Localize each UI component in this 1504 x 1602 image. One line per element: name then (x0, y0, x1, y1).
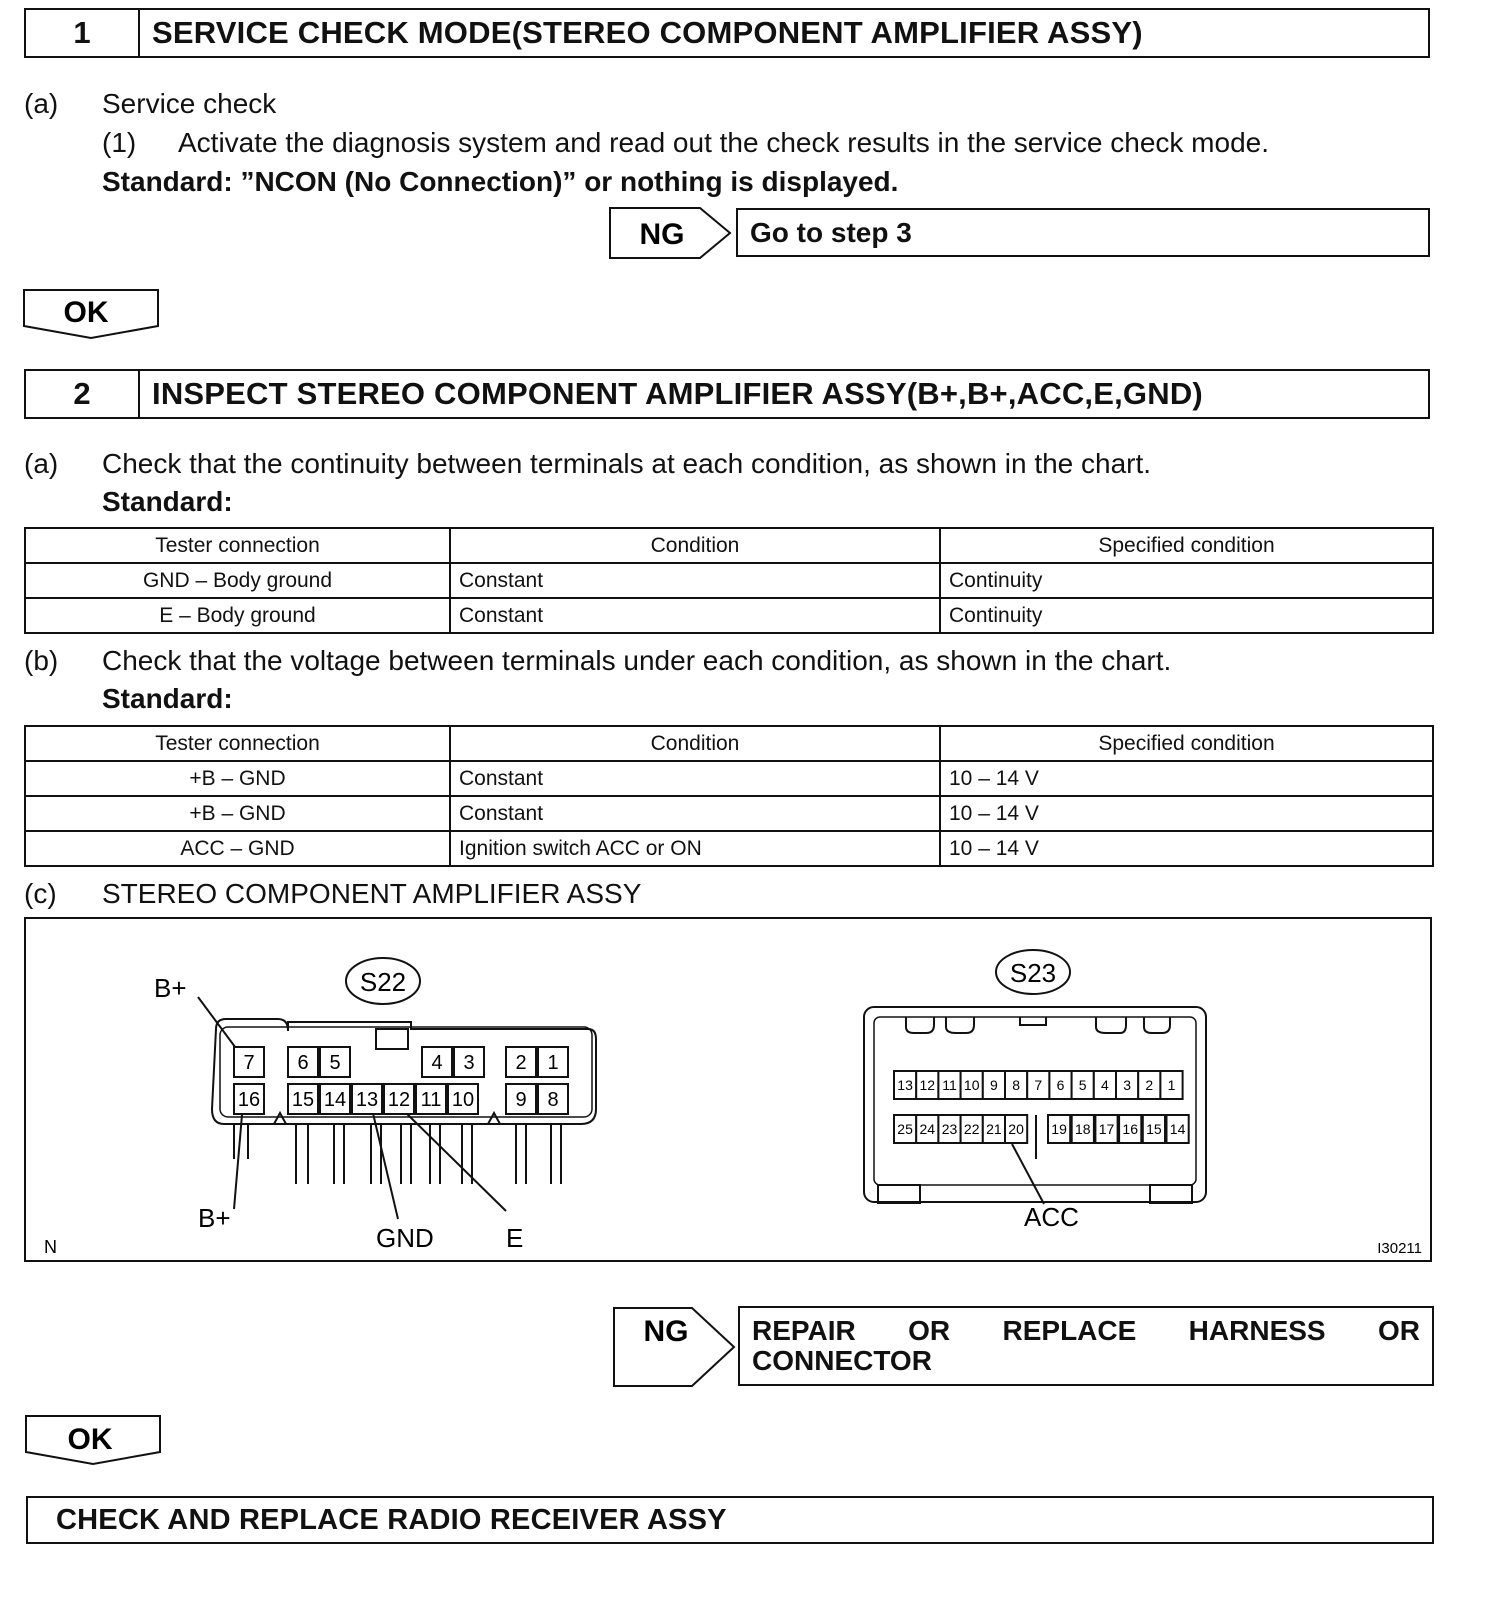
table-cell: E – Body ground (25, 598, 450, 633)
step2-ng-label: NG (643, 1315, 689, 1348)
connector-pin-number: 7 (243, 1052, 255, 1075)
table-row (25, 831, 1433, 866)
connector-pin-number: 15 (1146, 1121, 1162, 1138)
connector-pin-number: 12 (387, 1089, 411, 1112)
step1-ok-label: OK (63, 296, 109, 329)
connector-pin-number: 21 (986, 1121, 1002, 1138)
connector-pin-number: 9 (515, 1089, 527, 1112)
step1-header (24, 8, 1430, 58)
table-cell: Constant (450, 796, 940, 831)
step2-c-letter: (c) (24, 878, 57, 909)
step1-a-text: Service check (102, 88, 277, 119)
step2-ng-result (738, 1306, 1434, 1386)
table-header-row (25, 528, 1433, 563)
label-e: E (506, 1223, 524, 1253)
connector-pin-number: 23 (941, 1121, 958, 1138)
figure-id: I30211 (1377, 1240, 1422, 1257)
table-cell: GND – Body ground (25, 563, 450, 598)
step2-a-letter: (a) (24, 448, 59, 479)
step1-a-letter: (a) (24, 88, 59, 119)
step2-a-text: Check that the continuity between terminals at each condition, as shown in the chart. (102, 448, 1152, 479)
connector-pin-number: 13 (897, 1077, 913, 1094)
step2-header (24, 369, 1430, 419)
connector-pin-number: 5 (1078, 1077, 1087, 1094)
table-cell: ACC – GND (25, 831, 450, 866)
step1-ok-arrow (22, 288, 160, 340)
connector-pin-number: 8 (547, 1089, 559, 1112)
step2-b-letter: (b) (24, 645, 59, 676)
connector-pin-number: 4 (1101, 1077, 1109, 1094)
table-cell: +B – GND (25, 796, 450, 831)
connector-pin-number: 1 (547, 1052, 559, 1075)
continuity-table (24, 527, 1434, 634)
step1-title: SERVICE CHECK MODE(STEREO COMPONENT AMPLIFIER ASSY) (152, 15, 1143, 50)
connector-pin-number: 10 (451, 1089, 475, 1112)
connector-pin-number: 14 (1169, 1121, 1186, 1138)
final-step-header (26, 1496, 1434, 1544)
label-bplus-bottom: B+ (198, 1203, 231, 1233)
table-header: Condition (450, 528, 940, 563)
table-header: Specified condition (940, 726, 1433, 761)
table-cell: Continuity (940, 598, 1433, 633)
table-cell: +B – GND (25, 761, 450, 796)
connector-figure (24, 917, 1432, 1262)
figure-corner-n: N (44, 1237, 57, 1257)
step2-b-text: Check that the voltage between terminals under each condition, as shown in the chart. (102, 645, 1172, 676)
table-row (25, 796, 1433, 831)
connector-pin-number: 6 (1056, 1077, 1065, 1094)
table-header: Specified condition (940, 528, 1433, 563)
s23-label: S23 (1009, 958, 1057, 988)
label-bplus-top: B+ (154, 973, 187, 1003)
step1-ng-result: Go to step 3 (736, 208, 1430, 257)
connector-diagram (26, 919, 1430, 1260)
step2-ok-label: OK (67, 1423, 113, 1456)
connector-pin-number: 3 (463, 1052, 475, 1075)
step2-ng-result-text: REPAIR OR REPLACE HARNESS OR CONNECTOR (752, 1315, 1420, 1376)
step2-ok-arrow (24, 1414, 162, 1466)
table-header: Tester connection (25, 726, 450, 761)
connector-pin-number: 22 (963, 1121, 980, 1138)
table-cell: Constant (450, 598, 940, 633)
connector-pin-number: 14 (323, 1089, 347, 1112)
step2-c-text: STEREO COMPONENT AMPLIFIER ASSY (102, 878, 642, 909)
connector-pin-number: 6 (297, 1052, 309, 1075)
table-cell: 10 – 14 V (940, 831, 1433, 866)
step1-ng-arrow (608, 206, 734, 260)
table-cell: Constant (450, 761, 940, 796)
step1-sub1-num: (1) (102, 127, 137, 158)
step1-standard: Standard: ”NCON (No Connection)” or nothing is displayed. (102, 166, 899, 197)
step2-title: INSPECT STEREO COMPONENT AMPLIFIER ASSY(B+,B+,ACC,E,GND) (152, 376, 1203, 411)
table-row (25, 598, 1433, 633)
voltage-table (24, 725, 1434, 867)
connector-pin-number: 11 (942, 1077, 957, 1094)
connector-pin-number: 19 (1051, 1121, 1067, 1138)
table-cell: Ignition switch ACC or ON (450, 831, 940, 866)
label-acc: ACC (1024, 1202, 1079, 1232)
connector-pin-number: 17 (1098, 1121, 1115, 1138)
connector-pin-number: 24 (919, 1121, 936, 1138)
connector-pin-number: 3 (1123, 1077, 1131, 1094)
step2-a-standard: Standard: (102, 486, 233, 517)
connector-pin-number: 15 (291, 1089, 315, 1112)
connector-pin-number: 2 (1145, 1077, 1154, 1094)
connector-pin-number: 20 (1008, 1121, 1024, 1138)
table-cell: Continuity (940, 563, 1433, 598)
table-cell: 10 – 14 V (940, 796, 1433, 831)
connector-pin-number: 1 (1167, 1077, 1176, 1094)
connector-pin-number: 16 (1122, 1121, 1138, 1138)
step1-sub1-text: Activate the diagnosis system and read out the check results in the service check mode. (178, 127, 1270, 158)
connector-pin-number: 25 (897, 1121, 913, 1138)
step1-ng-label: NG (639, 218, 685, 251)
connector-pin-number: 4 (431, 1052, 443, 1075)
step2-b-standard: Standard: (102, 683, 233, 714)
connector-pin-number: 11 (420, 1089, 442, 1112)
table-row (25, 761, 1433, 796)
final-step-title: CHECK AND REPLACE RADIO RECEIVER ASSY (56, 1503, 727, 1536)
table-cell: Constant (450, 563, 940, 598)
table-cell: 10 – 14 V (940, 761, 1433, 796)
table-header: Condition (450, 726, 940, 761)
connector-pin-number: 10 (963, 1077, 980, 1094)
table-header-row (25, 726, 1433, 761)
connector-pin-number: 18 (1075, 1121, 1091, 1138)
connector-pin-number: 13 (355, 1089, 379, 1112)
connector-pin-number: 12 (919, 1077, 936, 1094)
connector-pin-number: 8 (1012, 1077, 1020, 1094)
step2-ng-arrow (612, 1306, 738, 1388)
connector-pin-number: 9 (990, 1077, 998, 1094)
connector-pin-number: 16 (237, 1089, 261, 1112)
connector-pin-number: 7 (1034, 1077, 1043, 1094)
label-gnd: GND (376, 1223, 434, 1253)
s22-label: S22 (359, 967, 407, 997)
connector-pin-number: 5 (329, 1052, 341, 1075)
step2-number: 2 (26, 371, 140, 417)
table-header: Tester connection (25, 528, 450, 563)
table-row (25, 563, 1433, 598)
step1-number: 1 (26, 10, 140, 56)
connector-pin-number: 2 (515, 1052, 527, 1075)
